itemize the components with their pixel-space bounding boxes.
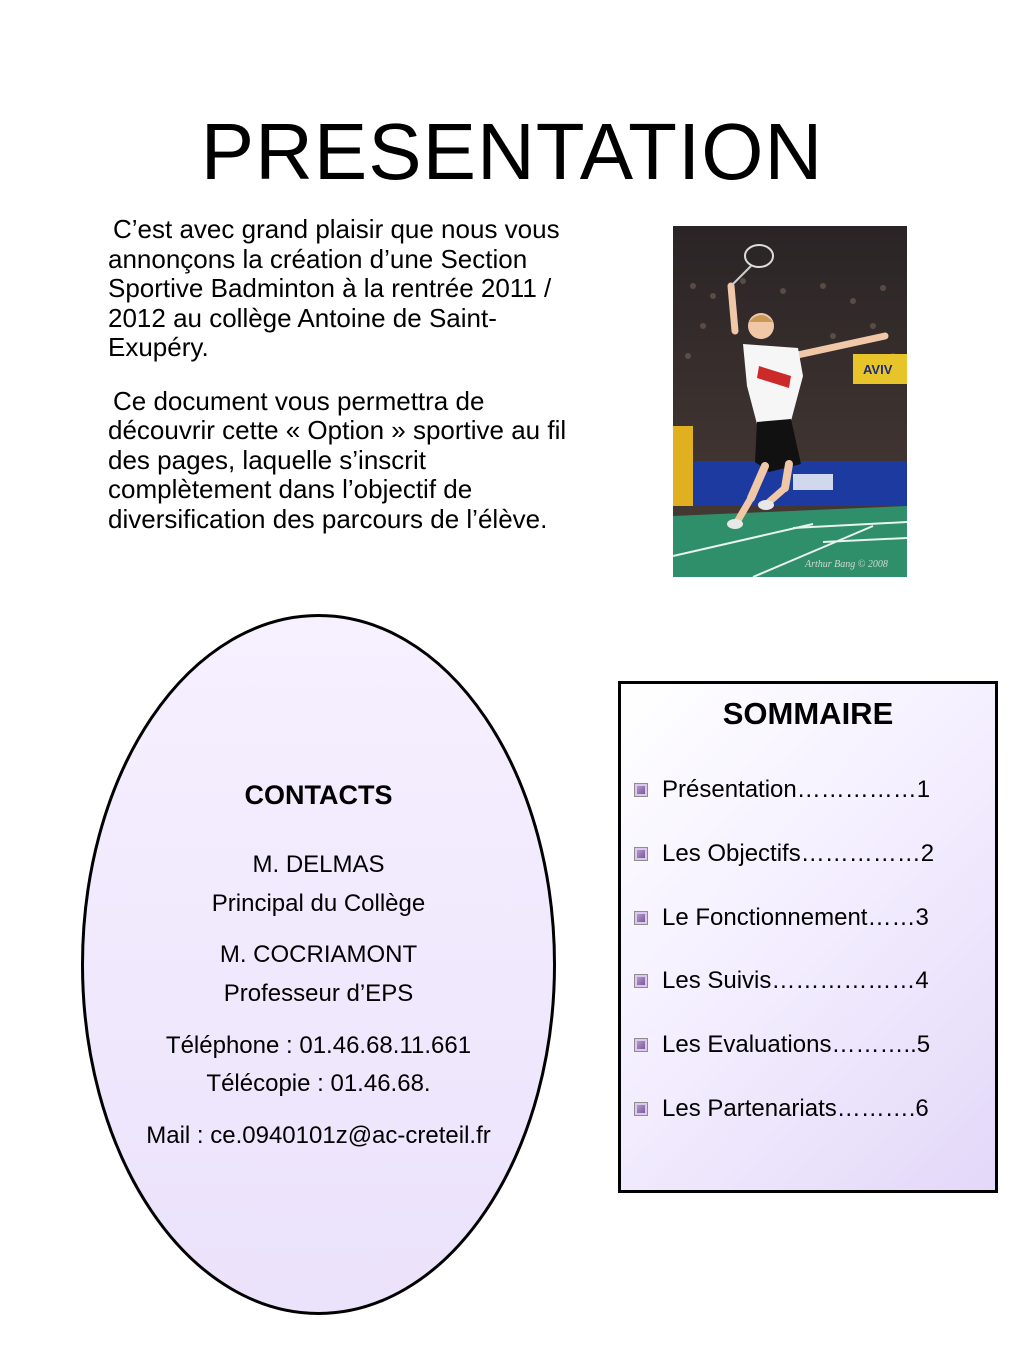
summary-item-partenariats: Les Partenariats……….6	[634, 1095, 929, 1123]
square-bullet-icon	[634, 847, 648, 861]
intro-paragraph-2: Ce document vous permettra de découvrir cette « Option » sportive au fil des pages, laquelle s’inscrit complètement dans l’objectif de diversification des parcours de l’élève.	[108, 385, 567, 534]
summary-title: SOMMAIRE	[722, 696, 894, 731]
square-bullet-icon	[634, 911, 648, 925]
contact-fax: Télécopie : 01.46.68.	[206, 1070, 431, 1097]
summary-item-objectifs: Les Objectifs……………2	[634, 840, 934, 868]
contact-name-teacher: M. COCRIAMONT	[219, 941, 418, 968]
summary-item-presentation: Présentation……………1	[634, 776, 930, 804]
square-bullet-icon	[634, 1102, 648, 1116]
banner-text: AVIV	[863, 362, 893, 377]
contact-role-principal: Principal du Collège	[211, 890, 426, 917]
summary-item-evaluations: Les Evaluations………..5	[634, 1031, 930, 1059]
contact-role-teacher: Professeur d’EPS	[223, 980, 414, 1007]
contact-name-principal: M. DELMAS	[252, 851, 385, 878]
square-bullet-icon	[634, 1038, 648, 1052]
contact-mail: Mail : ce.0940101z@ac-creteil.fr	[146, 1122, 491, 1149]
intro-text	[108, 215, 578, 558]
square-bullet-icon	[634, 783, 648, 797]
badminton-player-photo	[673, 226, 907, 577]
contact-phone: Téléphone : 01.46.68.11.661	[165, 1032, 472, 1059]
contacts-title: CONTACTS	[244, 780, 393, 810]
photo-credit: Arthur Bang © 2008	[805, 559, 888, 570]
square-bullet-icon	[634, 974, 648, 988]
summary-box	[618, 681, 998, 1193]
intro-paragraph-1: C’est avec grand plaisir que nous vous annonçons la création d’une Section Sportive Badminton à la rentrée 2011 / 2012 au collège Antoine de Saint-Exupéry.	[108, 214, 560, 362]
page-title: PRESENTATION	[200, 106, 824, 196]
summary-item-fonctionnement: Le Fonctionnement……3	[634, 904, 929, 932]
summary-item-suivis: Les Suivis………………4	[634, 967, 929, 995]
